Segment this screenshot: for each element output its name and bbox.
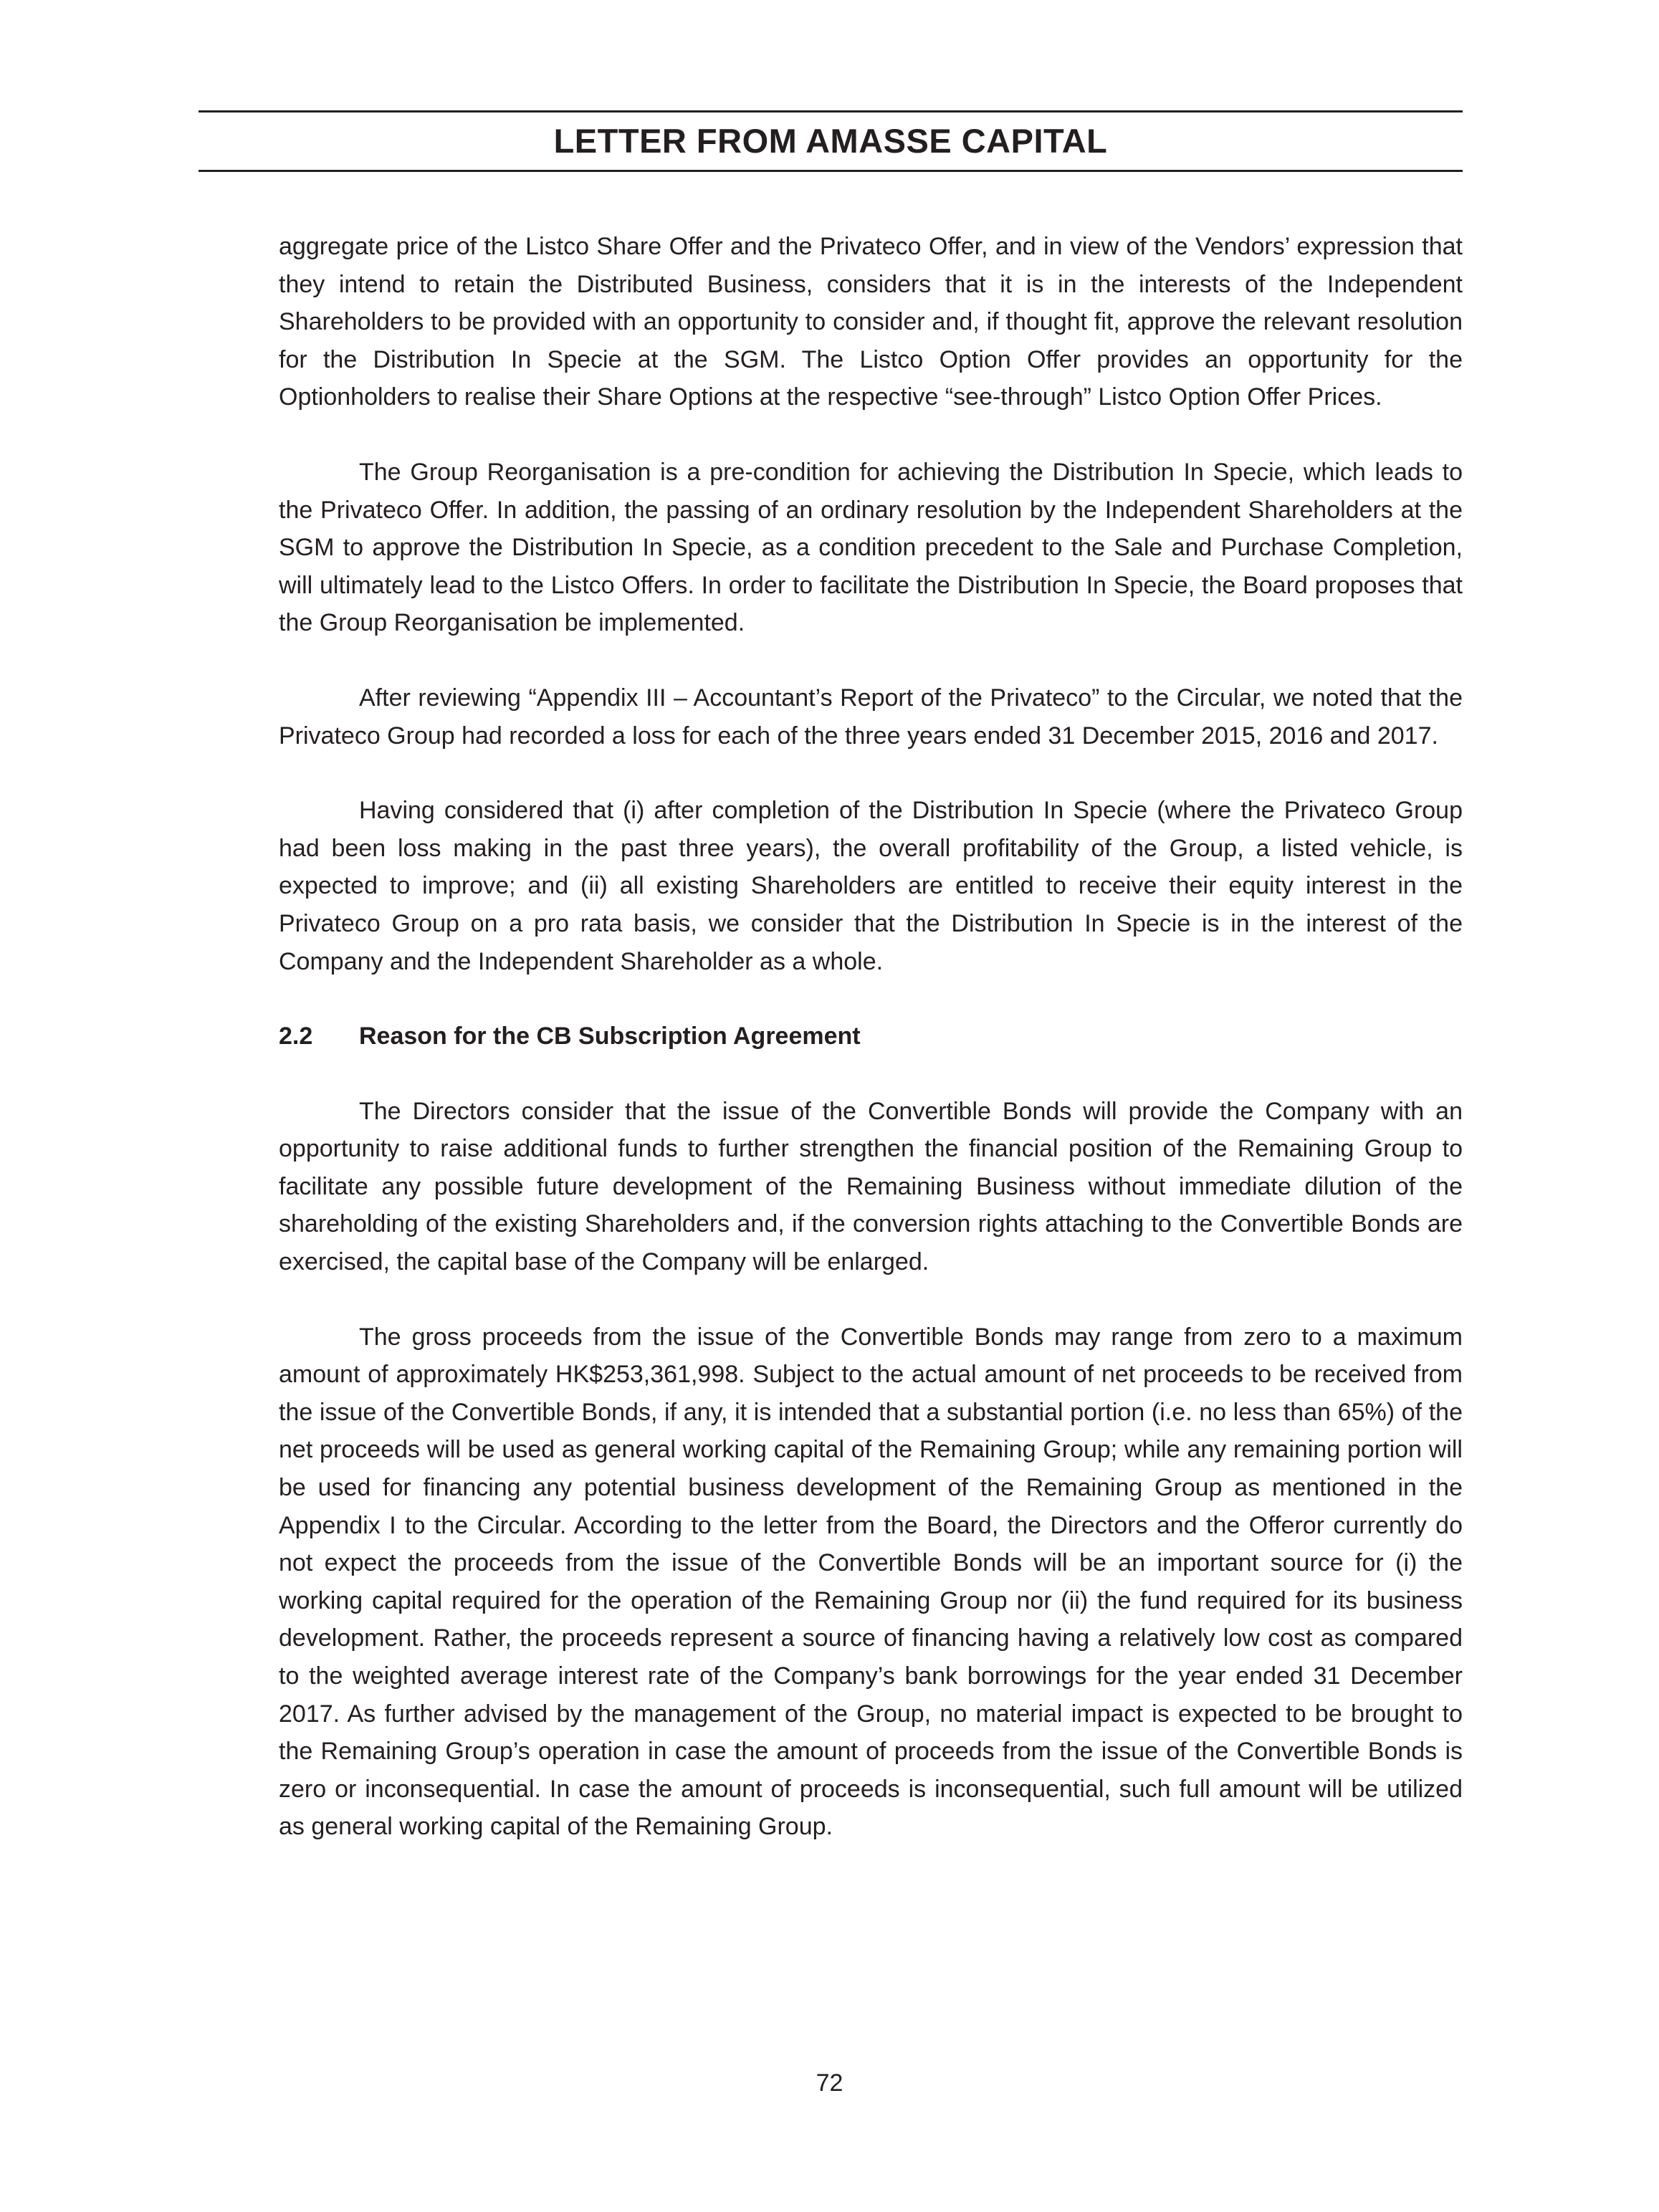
page-number: 72 <box>816 2069 843 2097</box>
section-number: 2.2 <box>279 1023 313 1050</box>
page-header <box>199 110 1463 172</box>
page-title: LETTER FROM AMASSE CAPITAL <box>553 122 1108 160</box>
section-heading <box>279 1018 1463 1055</box>
paragraph: The Directors consider that the issue of the Convertible Bonds will provide the Company with an opportunity to raise additional funds to further strengthen the financial position of the Remaining Group to facilitate any possible future development of the Remaining Business without immediate dilution of the shareholding of the existing Shareholders and, if the conversion rights attaching to the Convertible Bonds are exercised, the capital base of the Company will be enlarged. <box>279 1097 1463 1276</box>
paragraph: After reviewing “Appendix III – Accountant’s Report of the Privateco” to the Circular, we noted that the Privateco Group had recorded a loss for each of the three years ended 31 December 2015, 2016 and 2017. <box>279 684 1463 750</box>
paragraph: The gross proceeds from the issue of the Convertible Bonds may range from zero to a maximum amount of approximately HK$253,361,998. Subject to the actual amount of net proceeds to be received from the issue of the Convertible Bonds, if any, it is intended that a substantial portion (i.e. no less than 65%) of the net proceeds will be used as general working capital of the Remaining Group; while any remaining portion will be used for financing any potential business development of the Remaining Group as mentioned in the Appendix I to the Circular. According to the letter from the Board, the Directors and the Offeror currently do not expect the proceeds from the issue of the Convertible Bonds will be an important source for (i) the working capital required for the operation of the Remaining Group nor (ii) the fund required for its business development. Rather, the proceeds represent a source of financing having a relatively low cost as compared to the weighted average interest rate of the Company’s bank borrowings for the year ended 31 December 2017. As further advised by the management of the Group, no material impact is expected to be brought to the Remaining Group’s operation in case the amount of proceeds from the issue of the Convertible Bonds is zero or inconsequential. In case the amount of proceeds is inconsequential, such full amount will be utilized as general working capital of the Remaining Group. <box>279 1323 1463 1841</box>
section-title: Reason for the CB Subscription Agreement <box>359 1023 861 1050</box>
header-bottom-rule <box>199 170 1463 172</box>
paragraph: Having considered that (i) after completion of the Distribution In Specie (where the Privateco Group had been loss making in the past three years), the overall profitability of the Group, a listed vehicle, is expected to improve; and (ii) all existing Shareholders are entitled to receive their equity interest in the Privateco Group on a pro rata basis, we consider that the Distribution In Specie is in the interest of the Company and the Independent Shareholder as a whole. <box>279 797 1463 975</box>
letter-body <box>279 228 1463 1883</box>
paragraph: The Group Reorganisation is a pre-condition for achieving the Distribution In Specie, which leads to the Privateco Offer. In addition, the passing of an ordinary resolution by the Independent Shareholders at the SGM to approve the Distribution In Specie, as a condition precedent to the Sale and Purchase Completion, will ultimately lead to the Listco Offers. In order to facilitate the Distribution In Specie, the Board proposes that the Group Reorganisation be implemented. <box>279 458 1463 637</box>
paragraph: aggregate price of the Listco Share Offer and the Privateco Offer, and in view of the Vendors’ expression that they intend to retain the Distributed Business, considers that it is in the interests of the Independent Shareholders to be provided with an opportunity to consider and, if thought fit, approve the relevant resolution for the Distribution In Specie at the SGM. The Listco Option Offer provides an opportunity for the Optionholders to realise their Share Options at the respective “see-through” Listco Option Offer Prices. <box>279 233 1463 411</box>
